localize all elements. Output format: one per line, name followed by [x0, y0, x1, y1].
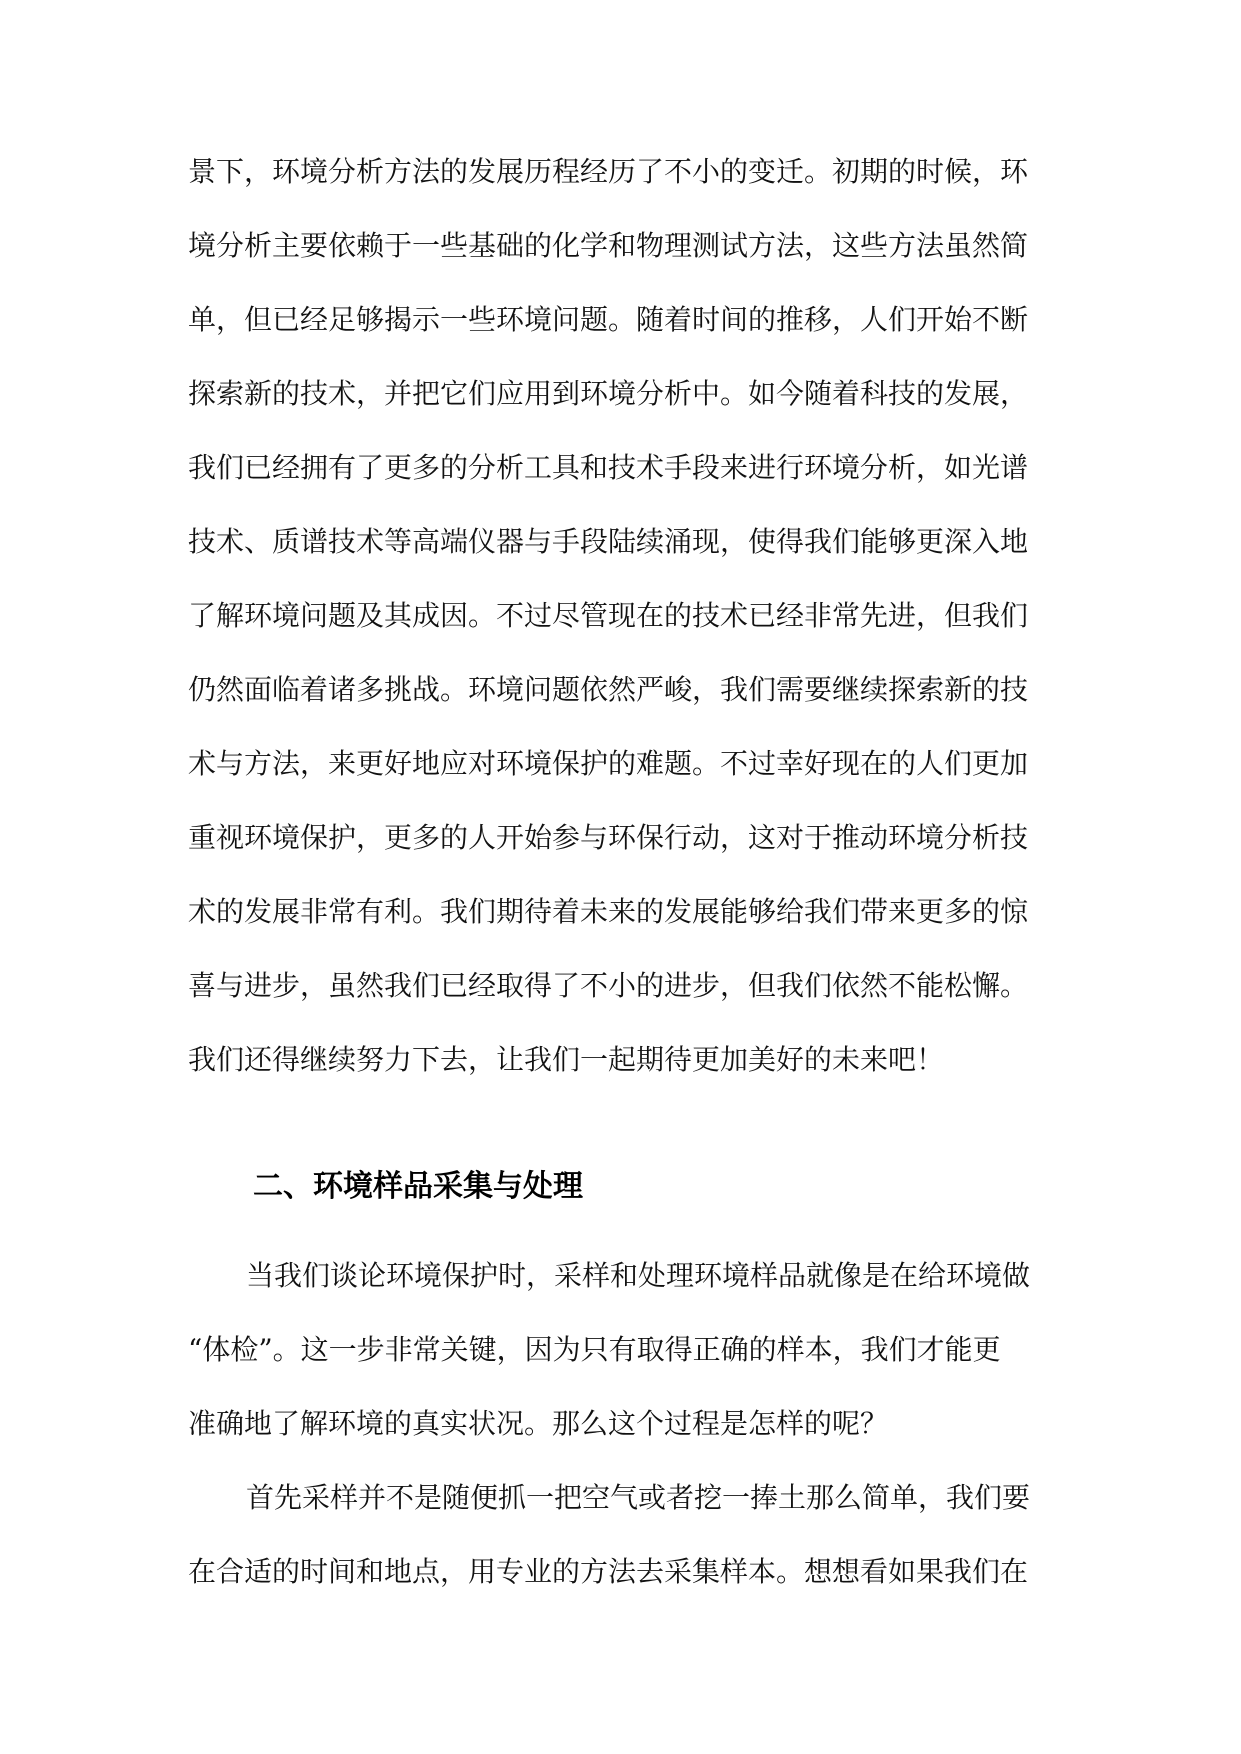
paragraph-3-line-2: 在合适的时间和地点，用专业的方法去采集样本。想想看如果我们在 — [188, 1555, 1029, 1588]
paragraph-1-line-7: 了解环境问题及其成因。不过尽管现在的技术已经非常先进，但我们 — [188, 599, 1029, 632]
paragraph-2-line-2: “体检”。这一步非常关键，因为只有取得正确的样本，我们才能更 — [188, 1333, 1001, 1366]
paragraph-1-line-6: 技术、质谱技术等高端仪器与手段陆续涌现，使得我们能够更深入地 — [188, 525, 1029, 558]
section-heading: 二、环境样品采集与处理 — [253, 1169, 583, 1204]
paragraph-1-line-4: 探索新的技术，并把它们应用到环境分析中。如今随着科技的发展， — [188, 377, 1029, 410]
paragraph-1-line-1: 景下，环境分析方法的发展历程经历了不小的变迁。初期的时候，环 — [188, 155, 1029, 188]
paragraph-3-line-1: 首先采样并不是随便抓一把空气或者挖一捧土那么简单，我们要 — [246, 1481, 1031, 1514]
paragraph-1-line-2: 境分析主要依赖于一些基础的化学和物理测试方法，这些方法虽然简 — [188, 229, 1029, 262]
paragraph-1-line-9: 术与方法，来更好地应对环境保护的难题。不过幸好现在的人们更加 — [188, 747, 1029, 780]
paragraph-2-line-3: 准确地了解环境的真实状况。那么这个过程是怎样的呢？ — [188, 1407, 889, 1440]
paragraph-1-line-10: 重视环境保护，更多的人开始参与环保行动，这对于推动环境分析技 — [188, 821, 1029, 854]
paragraph-2-line-1: 当我们谈论环境保护时，采样和处理环境样品就像是在给环境做 — [246, 1259, 1031, 1292]
paragraph-1-line-13: 我们还得继续努力下去，让我们一起期待更加美好的未来吧！ — [188, 1043, 945, 1076]
paragraph-1-line-11: 术的发展非常有利。我们期待着未来的发展能够给我们带来更多的惊 — [188, 895, 1029, 928]
paragraph-1-line-5: 我们已经拥有了更多的分析工具和技术手段来进行环境分析，如光谱 — [188, 451, 1029, 484]
paragraph-1-line-12: 喜与进步，虽然我们已经取得了不小的进步，但我们依然不能松懈。 — [188, 969, 1029, 1002]
paragraph-1-line-8: 仍然面临着诸多挑战。环境问题依然严峻，我们需要继续探索新的技 — [188, 673, 1029, 706]
paragraph-1-line-3: 单，但已经足够揭示一些环境问题。随着时间的推移，人们开始不断 — [188, 303, 1029, 336]
